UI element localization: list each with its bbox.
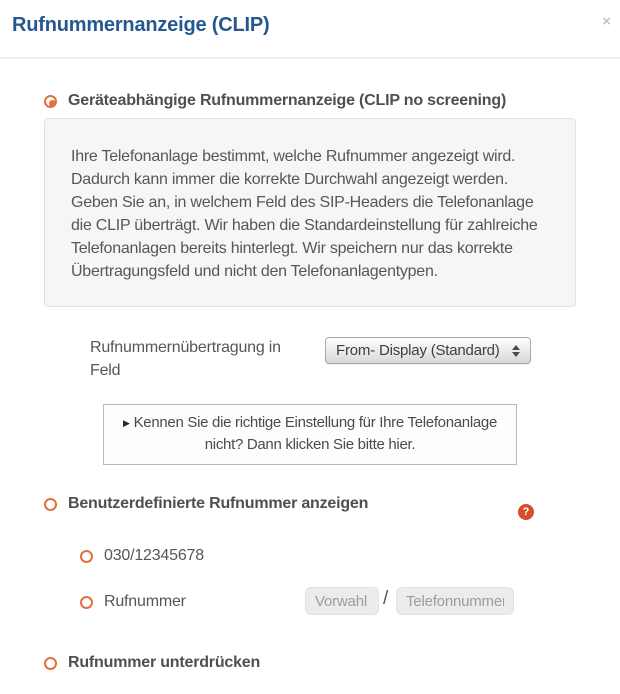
radio-unselected-icon — [80, 596, 93, 609]
radio-option-suppress[interactable] — [44, 654, 260, 672]
select-spinner-icon — [512, 345, 520, 357]
info-box — [44, 118, 576, 307]
field-select[interactable] — [325, 337, 531, 364]
hint-toggle[interactable] — [103, 404, 517, 465]
dialog-title: Rufnummernanzeige (CLIP) — [12, 14, 270, 36]
info-text: Ihre Telefonanlage bestimmt, welche Rufnummer angezeigt wird. Dadurch kann immer die korrekte Durchwahl angezeigt werden. Geben Sie an, in welchem Feld des SIP-Headers die Telefonanlage die CLIP überträgt. Wir haben die Standardeinstellung für zahlreiche Telefonanlagen bereits hinterlegt. Wir speichern nur das korrekte Übertragungsfeld und nicht den Telefonanlagentypen. — [71, 148, 538, 280]
option-label-suppress: Rufnummer unterdrücken — [68, 654, 261, 671]
radio-unselected-icon — [80, 550, 93, 563]
radio-unselected-icon — [44, 498, 57, 511]
hint-text — [123, 414, 497, 453]
radio-selected-icon — [44, 95, 57, 108]
radio-option-rufnummer[interactable] — [80, 593, 186, 611]
help-icon[interactable]: ? — [518, 504, 534, 520]
area-code-input[interactable] — [305, 587, 379, 615]
select-value: From- Display (Standard) — [336, 342, 500, 359]
phone-number-input[interactable] — [396, 587, 514, 615]
radio-option-custom-number[interactable] — [44, 495, 368, 513]
triangle-right-icon: ▶ — [122, 418, 130, 428]
radio-option-preset-number[interactable] — [80, 547, 204, 565]
slash-separator: / — [383, 588, 389, 609]
hint-text-content: Kennen Sie die richtige Einstellung für Ihre Telefonanlage nicht? Dann klicken Sie bitte hier. — [133, 414, 498, 453]
close-icon[interactable]: × — [602, 13, 611, 30]
preset-number-label: 030/12345678 — [104, 547, 204, 564]
field-label: Rufnummernübertragung in Feld — [90, 339, 281, 379]
rufnummer-label: Rufnummer — [104, 593, 186, 610]
radio-option-device-dependent[interactable] — [44, 92, 506, 110]
option-label-device-dependent: Geräteabhängige Rufnummernanzeige (CLIP no screening) — [68, 92, 507, 109]
radio-unselected-icon — [44, 657, 57, 670]
option-label-custom-number: Benutzerdefinierte Rufnummer anzeigen — [68, 495, 369, 512]
header-divider — [0, 57, 620, 59]
